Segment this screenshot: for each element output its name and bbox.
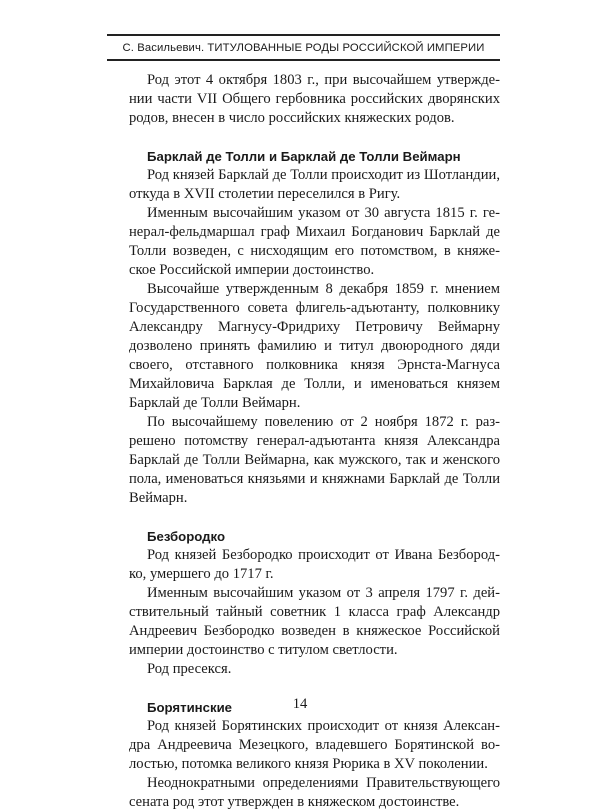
- section-heading-boryatinskie: Борятинские: [147, 700, 233, 715]
- section-heading-barclay: Барклай де Толли и Барклай де Толли Веймарн: [147, 149, 461, 164]
- section-spacer: [129, 508, 500, 527]
- paragraph: Именным высочайшим указом от 30 августа 1815 г. генерал-фельдмаршал граф Михаил Богданович Барклай де Толли возведен, с нисходящим его потомством, в княжеское Российской империи достоинство.: [129, 205, 500, 278]
- section-spacer: [129, 128, 500, 147]
- paragraph: Род князей Борятинских происходит от князя Александра Андреевича Мезецкого, владевшего Борятинской волостью, потомка великого князя Рюрика в XV поколении.: [129, 718, 500, 772]
- paragraph: Неоднократными определениями Правительствующего сената род этот утвержден в княжеском достоинстве.: [129, 775, 500, 810]
- paragraph: Род пресекся.: [147, 661, 232, 677]
- paragraph: Именным высочайшим указом от 3 апреля 1797 г. действительный тайный советник 1 класса граф Александр Андреевич Безбородко возведен в княжеское Российской империи достоинство с титулом светлости.: [129, 585, 500, 658]
- running-header: [107, 34, 500, 61]
- page-number: 14: [292, 696, 308, 712]
- intro-paragraph: Род этот 4 октября 1803 г., при высочайшем утверждении части VII Общего гербовника российских дворянских родов, внесен в число российских княжеских родов.: [129, 72, 500, 126]
- paragraph: Род князей Безбородко происходит от Ивана Безбородко, умершего до 1717 г.: [129, 547, 500, 582]
- paragraph: По высочайшему повелению от 2 ноября 1872 г. разрешено потомству генерал-адъютанта князя Александра Барклай де Толли Веймарна, как мужского, так и женского пола, именоваться князьями и княжнами Барклай де Толли Веймарн.: [129, 414, 500, 506]
- paragraph: Высочайше утвержденным 8 декабря 1859 г. мнением Государственного совета флигель-адъютанту, полковнику Александру Магнусу-Фридриху Петровичу Веймарну дозволено принять фамилию и титул двоюродного дяди своего, отставного полковника князя Эрнста-Магнуса Михайловича Барклая де Толли, и именоваться князем Барклай де Толли Веймарн.: [129, 281, 500, 411]
- running-title: С. Васильевич. ТИТУЛОВАННЫЕ РОДЫ РОССИЙСКОЙ ИМПЕРИИ: [122, 41, 485, 54]
- section-heading-bezborodko: Безбородко: [147, 529, 226, 544]
- paragraph: Род князей Барклай де Толли происходит из Шотландии, откуда в XVII столетии переселился в Ригу.: [129, 167, 500, 202]
